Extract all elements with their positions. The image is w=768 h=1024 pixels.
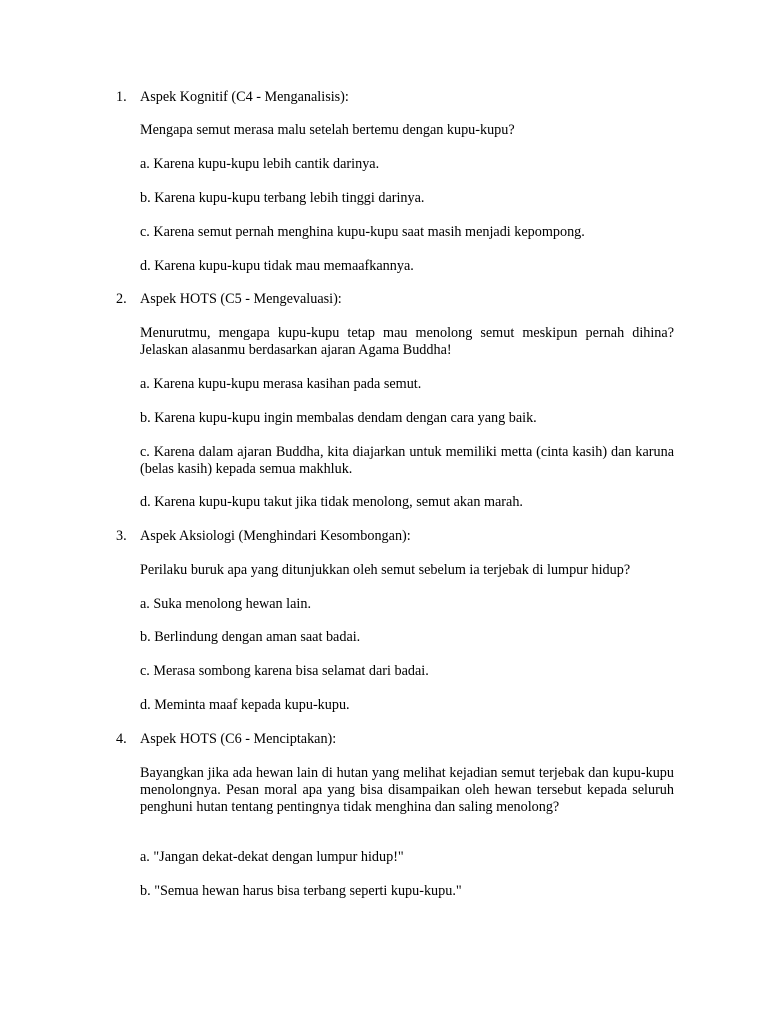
question-text: Bayangkan jika ada hewan lain di hutan yang melihat kejadian semut terjebak dan kupu-kupu menolongnya. Pesan moral apa yang bisa disampaikan oleh hewan tersebut kepada seluruh penghuni hutan tentang pentingnya tidak menghina dan saling menolong? <box>140 765 674 815</box>
option-d: d. Karena kupu-kupu takut jika tidak menolong, semut akan marah. <box>140 494 523 510</box>
question-number: 2. <box>116 291 127 307</box>
question-text: Menurutmu, mengapa kupu-kupu tetap mau menolong semut meskipun pernah dihina? Jelaskan alasanmu berdasarkan ajaran Agama Buddha! <box>140 325 674 358</box>
question-heading: Aspek Aksiologi (Menghindari Kesombongan): <box>140 528 411 544</box>
question-number: 4. <box>116 731 127 747</box>
question-text: Perilaku buruk apa yang ditunjukkan oleh semut sebelum ia terjebak di lumpur hidup? <box>140 562 631 578</box>
question-text: Mengapa semut merasa malu setelah bertemu dengan kupu-kupu? <box>140 122 515 138</box>
option-c: c. Karena semut pernah menghina kupu-kupu saat masih menjadi kepompong. <box>140 224 585 240</box>
option-d: d. Meminta maaf kepada kupu-kupu. <box>140 697 350 713</box>
question-number: 3. <box>116 528 127 544</box>
option-c: c. Merasa sombong karena bisa selamat dari badai. <box>140 663 429 679</box>
question-number: 1. <box>116 89 127 105</box>
option-b: b. Berlindung dengan aman saat badai. <box>140 629 361 645</box>
question-heading: Aspek HOTS (C6 - Menciptakan): <box>140 731 337 747</box>
option-a: a. "Jangan dekat-dekat dengan lumpur hidup!" <box>140 849 404 865</box>
option-b: b. Karena kupu-kupu ingin membalas dendam dengan cara yang baik. <box>140 410 537 426</box>
option-a: a. Karena kupu-kupu merasa kasihan pada semut. <box>140 376 422 392</box>
question-heading: Aspek HOTS (C5 - Mengevaluasi): <box>140 291 342 307</box>
option-b: b. Karena kupu-kupu terbang lebih tinggi darinya. <box>140 190 425 206</box>
option-a: a. Karena kupu-kupu lebih cantik darinya. <box>140 156 380 172</box>
question-heading: Aspek Kognitif (C4 - Menganalisis): <box>140 89 349 105</box>
option-d: d. Karena kupu-kupu tidak mau memaafkannya. <box>140 258 414 274</box>
option-b: b. "Semua hewan harus bisa terbang seperti kupu-kupu." <box>140 883 462 899</box>
option-a: a. Suka menolong hewan lain. <box>140 596 311 612</box>
option-c: c. Karena dalam ajaran Buddha, kita diajarkan untuk memiliki metta (cinta kasih) dan karuna (belas kasih) kepada semua makhluk. <box>140 444 674 477</box>
